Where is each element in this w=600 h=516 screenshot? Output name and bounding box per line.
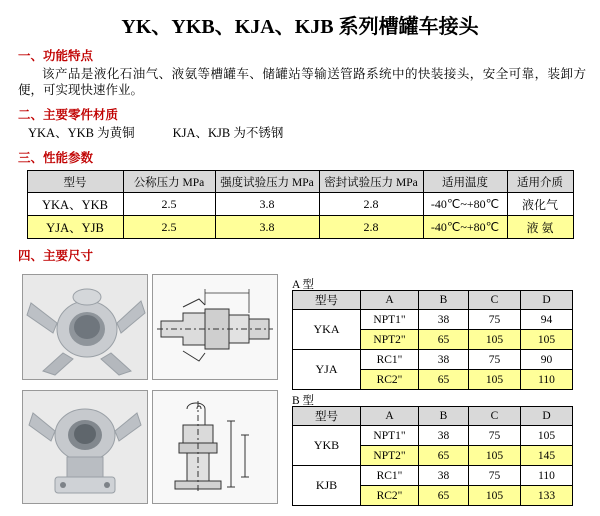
cell-a: NPT2" <box>361 446 419 466</box>
table-header-row <box>293 291 573 310</box>
cell-d: 145 <box>521 446 573 466</box>
table-a-label: A 型 <box>292 279 315 291</box>
performance-table <box>27 170 574 239</box>
section-heading-material: 二、主要零件材质 <box>18 108 119 122</box>
cell-model: KJB <box>293 466 361 506</box>
table-b-label: B 型 <box>292 395 315 407</box>
col-d: D <box>521 291 573 310</box>
cell-a: NPT1" <box>361 310 419 330</box>
cell-c: 75 <box>469 350 521 370</box>
cell-c: 105 <box>469 446 521 466</box>
col-model: 型号 <box>293 407 361 426</box>
col-strength-pressure: 强度试验压力 MPa <box>215 171 319 193</box>
table-header-row <box>27 171 573 193</box>
table-row <box>27 193 573 216</box>
cell-model: YKA <box>293 310 361 350</box>
cell-seal: 2.8 <box>319 216 423 239</box>
col-c: C <box>469 291 521 310</box>
cell-nominal: 2.5 <box>123 193 215 216</box>
col-a: A <box>361 291 419 310</box>
dimension-table-a <box>292 290 573 390</box>
cell-b: 65 <box>419 330 469 350</box>
table-row <box>293 350 573 370</box>
cell-a: RC1" <box>361 466 419 486</box>
section-heading-performance: 三、性能参数 <box>18 151 94 165</box>
cell-d: 105 <box>521 426 573 446</box>
section-heading-dimensions: 四、主要尺寸 <box>18 249 94 263</box>
col-model: 型号 <box>293 291 361 310</box>
page-title: YK、YKB、KJA、KJB 系列槽罐车接头 <box>121 16 479 38</box>
col-a: A <box>361 407 419 426</box>
cell-model: YKB <box>293 426 361 466</box>
col-c: C <box>469 407 521 426</box>
cell-a: NPT1" <box>361 426 419 446</box>
cell-b: 38 <box>419 426 469 446</box>
material-left: YKA、YKB 为黄铜 <box>28 126 135 140</box>
cell-d: 94 <box>521 310 573 330</box>
cell-a: RC1" <box>361 350 419 370</box>
table-row <box>27 216 573 239</box>
cell-d: 105 <box>521 330 573 350</box>
cell-d: 133 <box>521 486 573 506</box>
cell-medium: 液化气 <box>507 193 573 216</box>
cell-c: 75 <box>469 466 521 486</box>
col-b: B <box>419 407 469 426</box>
cell-nominal: 2.5 <box>123 216 215 239</box>
coupling-drawing-a <box>152 274 278 380</box>
table-row <box>293 310 573 330</box>
coupling-photo-a <box>22 274 148 380</box>
cell-model: YJA <box>293 350 361 390</box>
col-model: 型号 <box>27 171 123 193</box>
section-heading-features: 一、功能特点 <box>18 49 94 63</box>
col-medium: 适用介质 <box>507 171 573 193</box>
cell-d: 110 <box>521 370 573 390</box>
col-d: D <box>521 407 573 426</box>
features-body: 该产品是液化石油气、液氨等槽罐车、储罐站等输送管路系统中的快装接头，安全可靠，装卸方便，可实现快速作业。 <box>18 67 586 97</box>
cell-model: YKA、YKB <box>27 193 123 216</box>
cell-b: 38 <box>419 350 469 370</box>
col-seal-pressure: 密封试验压力 MPa <box>319 171 423 193</box>
table-row <box>293 466 573 486</box>
cell-c: 105 <box>469 370 521 390</box>
cell-temp: -40℃~+80℃ <box>423 216 507 239</box>
dimension-table-b <box>292 406 573 506</box>
cell-b: 38 <box>419 310 469 330</box>
col-b: B <box>419 291 469 310</box>
cell-strength: 3.8 <box>215 193 319 216</box>
cell-a: RC2" <box>361 370 419 390</box>
cell-d: 90 <box>521 350 573 370</box>
material-right: KJA、KJB 为不锈钢 <box>172 126 284 140</box>
cell-c: 105 <box>469 330 521 350</box>
cell-b: 65 <box>419 446 469 466</box>
table-header-row <box>293 407 573 426</box>
cell-a: RC2" <box>361 486 419 506</box>
cell-d: 110 <box>521 466 573 486</box>
coupling-drawing-b <box>152 390 278 504</box>
cell-temp: -40℃~+80℃ <box>423 193 507 216</box>
cell-c: 105 <box>469 486 521 506</box>
cell-model: YJA、YJB <box>27 216 123 239</box>
table-row <box>293 426 573 446</box>
cell-a: NPT2" <box>361 330 419 350</box>
cell-seal: 2.8 <box>319 193 423 216</box>
cell-c: 75 <box>469 310 521 330</box>
coupling-photo-b <box>22 390 148 504</box>
cell-strength: 3.8 <box>215 216 319 239</box>
material-line <box>28 125 586 141</box>
cell-b: 65 <box>419 370 469 390</box>
col-temperature: 适用温度 <box>423 171 507 193</box>
cell-b: 65 <box>419 486 469 506</box>
col-nominal-pressure: 公称压力 MPa <box>123 171 215 193</box>
cell-medium: 液 氨 <box>507 216 573 239</box>
cell-b: 38 <box>419 466 469 486</box>
cell-c: 75 <box>469 426 521 446</box>
